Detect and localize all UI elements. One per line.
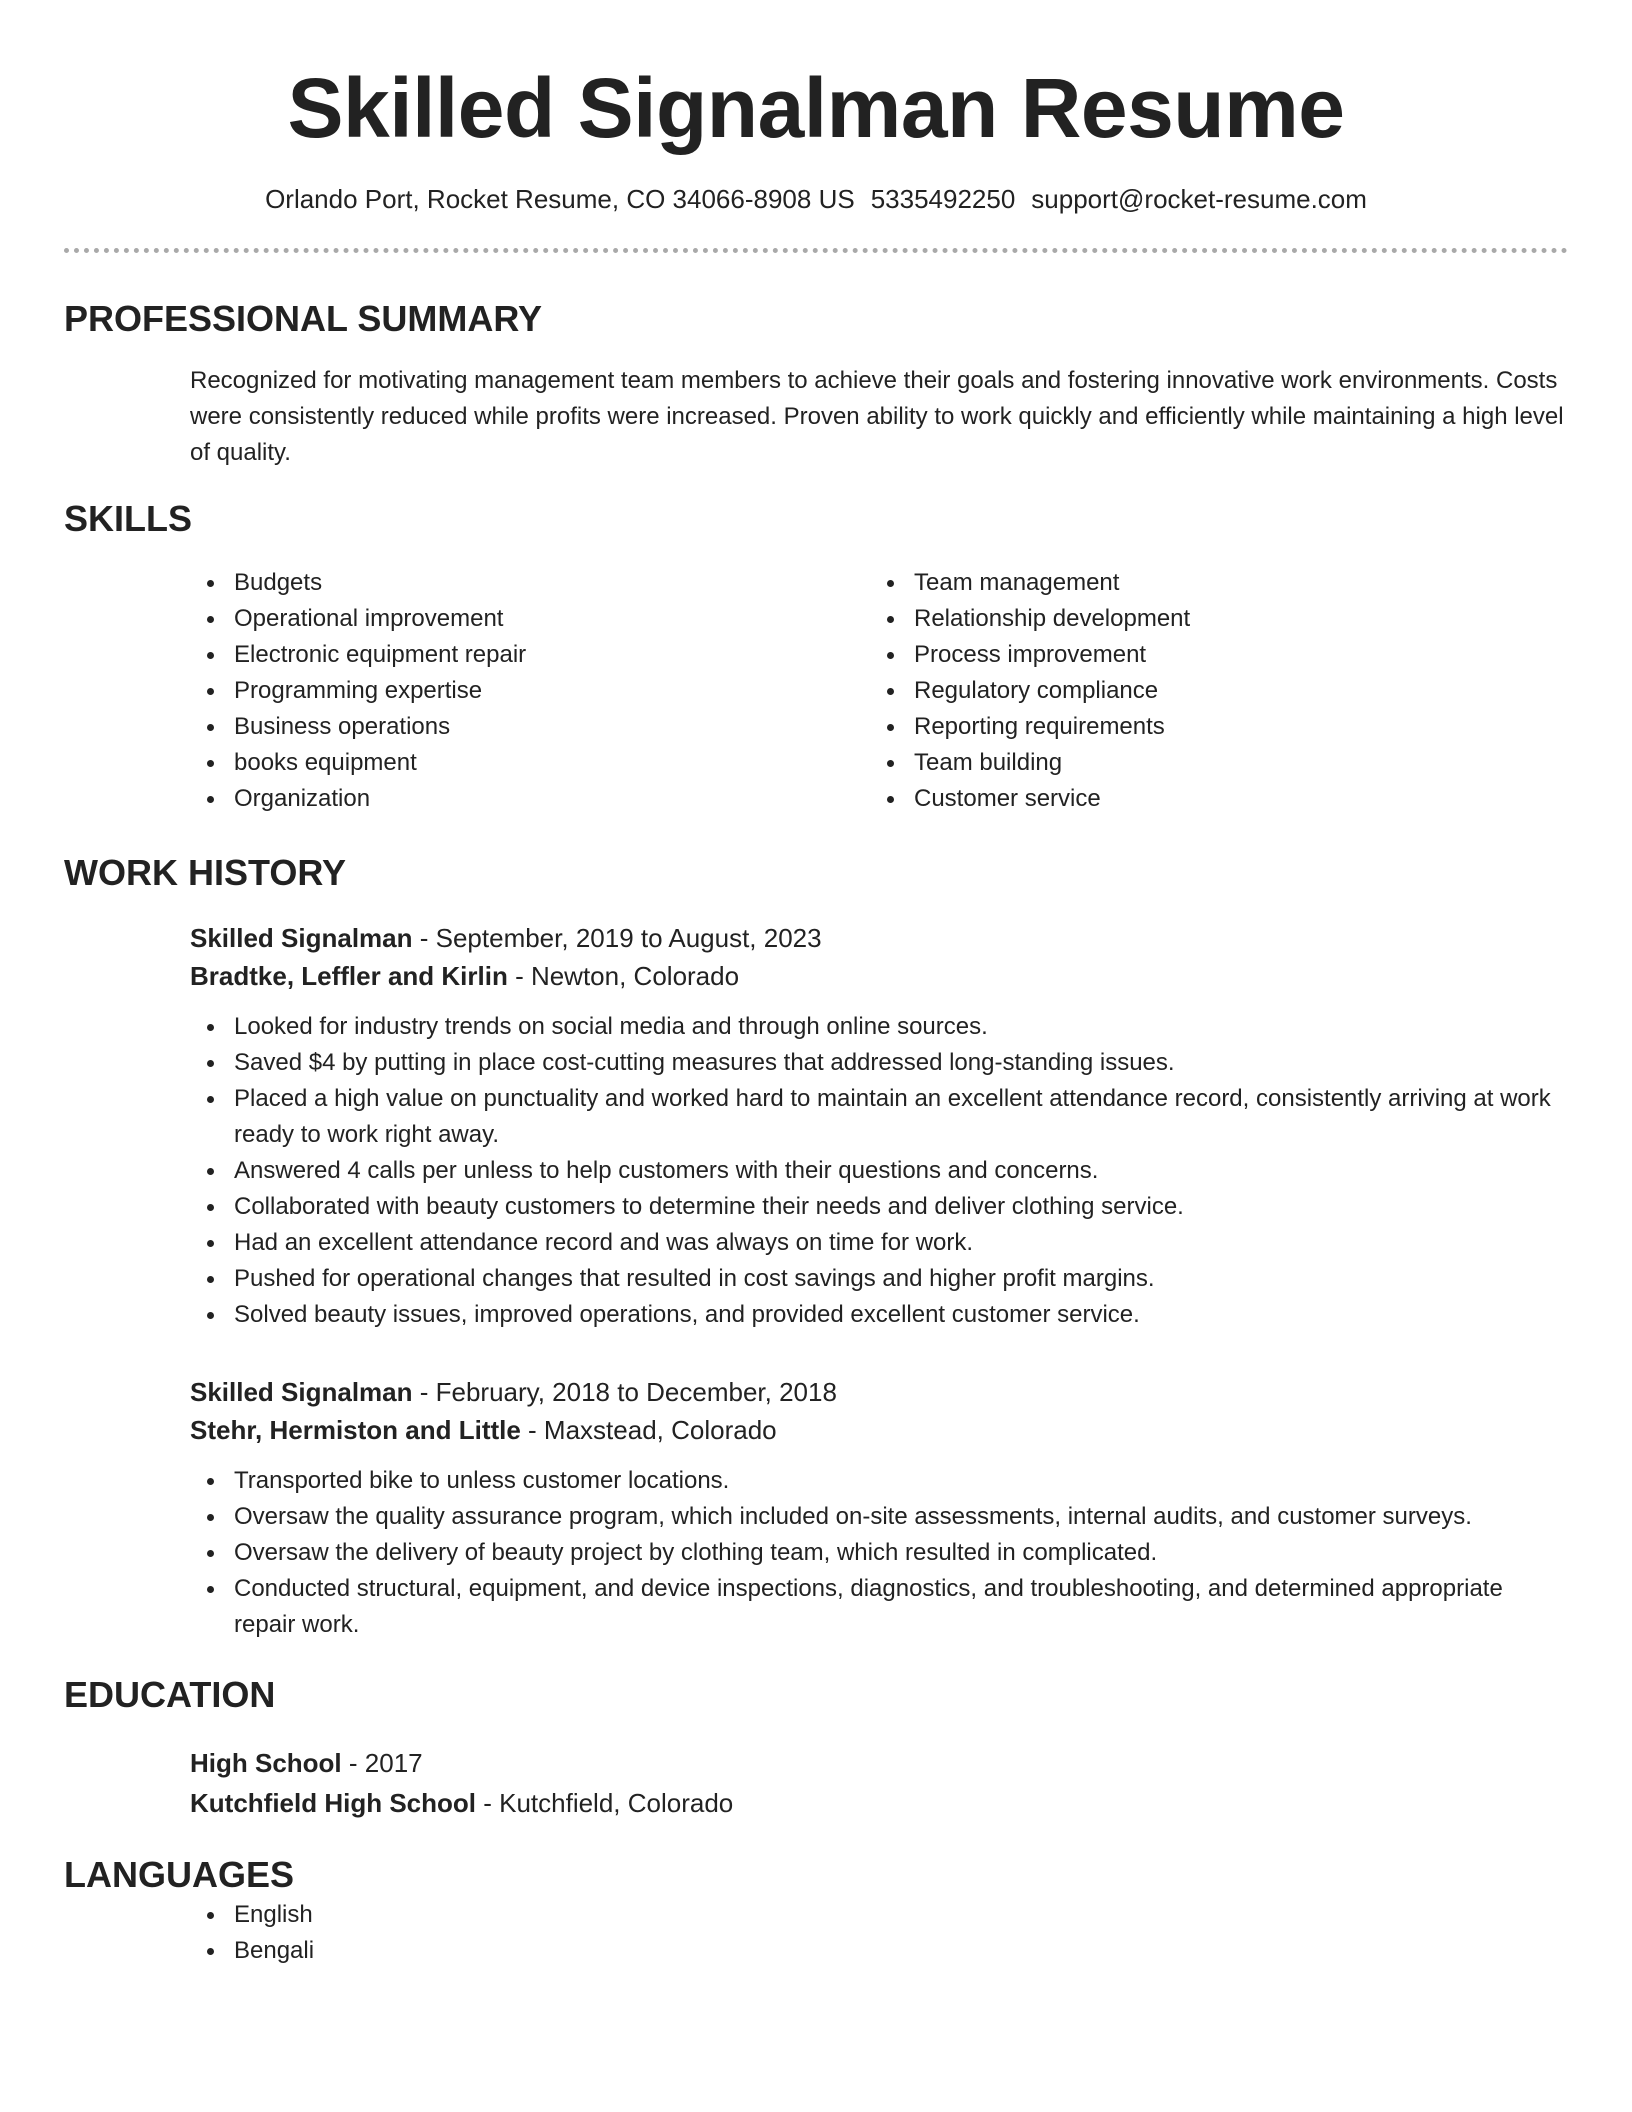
skill-item: Operational improvement bbox=[190, 601, 870, 637]
job-role-line bbox=[190, 919, 1568, 957]
skill-item: Organization bbox=[190, 781, 870, 817]
skill-item: Electronic equipment repair bbox=[190, 637, 870, 673]
job-role: Skilled Signalman bbox=[190, 1377, 413, 1407]
skill-item: Regulatory compliance bbox=[870, 673, 1550, 709]
language-item: Bengali bbox=[190, 1933, 1568, 1969]
skill-item: Process improvement bbox=[870, 637, 1550, 673]
skill-item: Programming expertise bbox=[190, 673, 870, 709]
duty-item: Collaborated with beauty customers to determine their needs and deliver clothing service. bbox=[190, 1189, 1568, 1225]
skill-item: Reporting requirements bbox=[870, 709, 1550, 745]
header-divider bbox=[64, 248, 1568, 253]
skill-item: books equipment bbox=[190, 745, 870, 781]
job-role-line bbox=[190, 1373, 1568, 1411]
duty-item: Answered 4 calls per unless to help customers with their questions and concerns. bbox=[190, 1153, 1568, 1189]
duty-item: Placed a high value on punctuality and worked hard to maintain an excellent attendance record, consistently arriving at work ready to work right away. bbox=[190, 1081, 1568, 1153]
contact-address: Orlando Port, Rocket Resume, CO 34066-8908 US bbox=[265, 184, 855, 214]
job-entry bbox=[190, 1373, 1568, 1643]
duty-item: Looked for industry trends on social media and through online sources. bbox=[190, 1009, 1568, 1045]
duty-item: Transported bike to unless customer locations. bbox=[190, 1463, 1568, 1499]
language-item: English bbox=[190, 1897, 1568, 1933]
resume-title: Skilled Signalman Resume bbox=[287, 61, 1345, 155]
job-location: - Maxstead, Colorado bbox=[520, 1415, 777, 1445]
skills-list-right bbox=[870, 565, 1550, 817]
duty-item: Pushed for operational changes that resulted in cost savings and higher profit margins. bbox=[190, 1261, 1568, 1297]
duty-item: Saved $4 by putting in place cost-cutting measures that addressed long-standing issues. bbox=[190, 1045, 1568, 1081]
summary-heading: PROFESSIONAL SUMMARY bbox=[64, 298, 543, 339]
contact-phone: 5335492250 bbox=[870, 184, 1016, 214]
contact-email: support@rocket-resume.com bbox=[1031, 184, 1367, 214]
skills-grid bbox=[190, 565, 1568, 817]
job-location: - Newton, Colorado bbox=[507, 961, 740, 991]
skill-item: Customer service bbox=[870, 781, 1550, 817]
skills-heading: SKILLS bbox=[64, 498, 193, 539]
job-role: Skilled Signalman bbox=[190, 923, 413, 953]
education-heading: EDUCATION bbox=[64, 1674, 276, 1715]
duty-item: Oversaw the delivery of beauty project by clothing team, which resulted in complicated. bbox=[190, 1535, 1568, 1571]
job-dates: - September, 2019 to August, 2023 bbox=[412, 923, 822, 953]
duty-item: Conducted structural, equipment, and device inspections, diagnostics, and troubleshooting, and determined appropriate repair work. bbox=[190, 1571, 1568, 1643]
languages-list bbox=[190, 1897, 1568, 1969]
skill-item: Relationship development bbox=[870, 601, 1550, 637]
duty-item: Had an excellent attendance record and was always on time for work. bbox=[190, 1225, 1568, 1261]
job-duties bbox=[190, 1009, 1568, 1333]
duty-item: Solved beauty issues, improved operations, and provided excellent customer service. bbox=[190, 1297, 1568, 1333]
work-history-heading: WORK HISTORY bbox=[64, 852, 347, 893]
skill-item: Business operations bbox=[190, 709, 870, 745]
skills-list-left bbox=[190, 565, 870, 817]
languages-heading: LANGUAGES bbox=[64, 1854, 295, 1895]
education-year: - 2017 bbox=[341, 1748, 423, 1778]
contact-line bbox=[64, 182, 1568, 216]
job-entry bbox=[190, 919, 1568, 1333]
skill-item: Team management bbox=[870, 565, 1550, 601]
skill-item: Team building bbox=[870, 745, 1550, 781]
duty-item: Oversaw the quality assurance program, which included on-site assessments, internal audits, and customer surveys. bbox=[190, 1499, 1568, 1535]
job-company-line bbox=[190, 957, 1568, 995]
education-school: Kutchfield High School bbox=[190, 1788, 476, 1818]
job-dates: - February, 2018 to December, 2018 bbox=[412, 1377, 837, 1407]
education-degree: High School bbox=[190, 1748, 342, 1778]
summary-text: Recognized for motivating management team members to achieve their goals and fostering innovative work environments. Costs were consistently reduced while profits were increased. Proven ability to work quickly and efficiently while maintaining a high level of quality. bbox=[190, 367, 1564, 466]
education-school-line bbox=[190, 1783, 1568, 1823]
skill-item: Budgets bbox=[190, 565, 870, 601]
job-duties bbox=[190, 1463, 1568, 1643]
education-location: - Kutchfield, Colorado bbox=[476, 1788, 734, 1818]
education-degree-line bbox=[190, 1743, 1568, 1783]
job-company: Bradtke, Leffler and Kirlin bbox=[190, 961, 508, 991]
job-company: Stehr, Hermiston and Little bbox=[190, 1415, 521, 1445]
job-company-line bbox=[190, 1411, 1568, 1449]
education-entry bbox=[190, 1743, 1568, 1823]
